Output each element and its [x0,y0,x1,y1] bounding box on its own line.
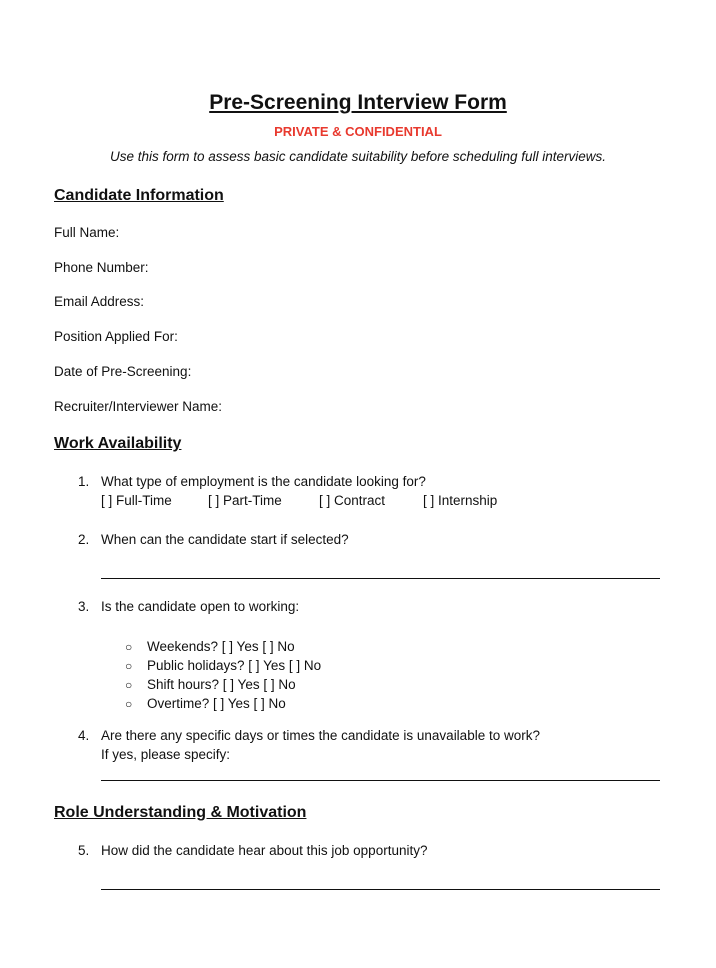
option-full-time[interactable]: [ ] Full-Time [101,493,172,508]
bullet-icon: ○ [125,640,133,654]
field-phone-number: Phone Number: [54,260,149,275]
answer-line-start-date[interactable] [101,578,660,579]
item-shift-hours[interactable]: Shift hours? [ ] Yes [ ] No [147,677,296,692]
question-number: 2. [78,532,90,547]
field-date-of-pre-screening: Date of Pre-Screening: [54,364,192,379]
page-title: Pre-Screening Interview Form [209,91,507,114]
field-email-address: Email Address: [54,294,145,309]
question-unavailable-times: Are there any specific days or times the candidate is unavailable to work? [101,728,540,743]
field-position-applied-for: Position Applied For: [54,329,178,344]
bullet-icon: ○ [125,697,133,711]
answer-line-job-source[interactable] [101,889,660,890]
section-heading-work-availability: Work Availability [54,435,182,452]
question-job-source: How did the candidate hear about this job opportunity? [101,843,428,858]
item-overtime[interactable]: Overtime? [ ] Yes [ ] No [147,696,286,711]
option-part-time[interactable]: [ ] Part-Time [208,493,282,508]
question-number: 1. [78,474,90,489]
section-heading-role-understanding: Role Understanding & Motivation [54,804,307,821]
form-instructions: Use this form to assess basic candidate suitability before scheduling full interviews. [110,149,606,164]
section-heading-candidate-information: Candidate Information [54,187,224,204]
question-open-to-working: Is the candidate open to working: [101,599,300,614]
bullet-icon: ○ [125,659,133,673]
field-full-name: Full Name: [54,225,120,240]
field-recruiter-name: Recruiter/Interviewer Name: [54,399,223,414]
bullet-icon: ○ [125,678,133,692]
question-specify-prompt: If yes, please specify: [101,747,231,762]
answer-line-unavailable[interactable] [101,780,660,781]
question-number: 4. [78,728,90,743]
item-public-holidays[interactable]: Public holidays? [ ] Yes [ ] No [147,658,322,673]
item-weekends[interactable]: Weekends? [ ] Yes [ ] No [147,639,295,654]
question-employment-type: What type of employment is the candidate looking for? [101,474,426,489]
option-contract[interactable]: [ ] Contract [319,493,386,508]
question-number: 3. [78,599,90,614]
option-internship[interactable]: [ ] Internship [423,493,498,508]
question-start-date: When can the candidate start if selected? [101,532,349,547]
confidential-label: PRIVATE & CONFIDENTIAL [274,124,442,139]
question-number: 5. [78,843,90,858]
